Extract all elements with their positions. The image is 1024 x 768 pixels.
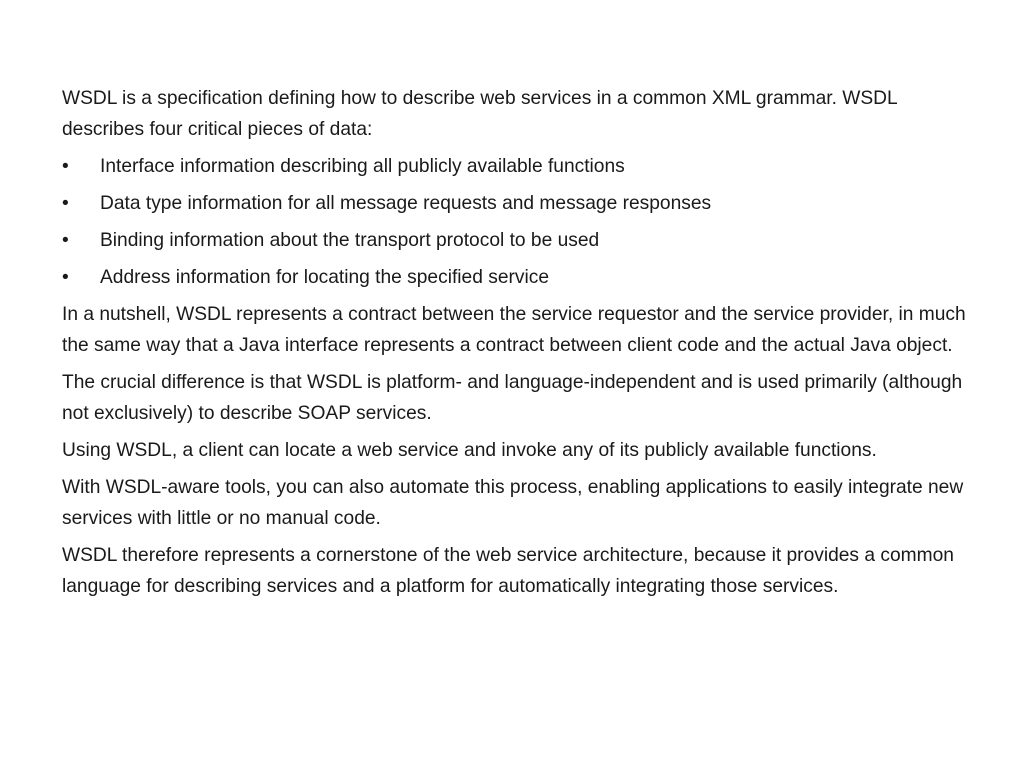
- bullet-dot-icon: •: [62, 156, 69, 177]
- slide-body: [62, 83, 967, 608]
- bullet-item-binding: [62, 225, 967, 256]
- bullet-dot-icon: •: [62, 267, 69, 288]
- bullet-dot-icon: •: [62, 230, 69, 251]
- paragraph-nutshell: In a nutshell, WSDL represents a contract between the service requestor and the service provider, in much the same way that a Java interface represents a contract between client code and the actual Java object.: [62, 304, 966, 356]
- bullet-list: [62, 151, 967, 293]
- bullet-text: Data type information for all message requests and message responses: [100, 193, 712, 214]
- bullet-item-address: [62, 262, 967, 293]
- bullet-text: Binding information about the transport protocol to be used: [100, 230, 600, 251]
- intro-paragraph: WSDL is a specification defining how to describe web services in a common XML grammar. WSDL describes four critical pieces of data:: [62, 88, 897, 140]
- bullet-dot-icon: •: [62, 193, 69, 214]
- paragraph-using-wsdl: Using WSDL, a client can locate a web service and invoke any of its publicly available functions.: [62, 440, 877, 461]
- paragraph-wsdl-aware-tools: With WSDL-aware tools, you can also automate this process, enabling applications to easily integrate new services with little or no manual code.: [62, 477, 964, 529]
- bullet-text: Interface information describing all publicly available functions: [100, 156, 625, 177]
- bullet-item-data-type: [62, 188, 967, 219]
- paragraph-cornerstone: WSDL therefore represents a cornerstone of the web service architecture, because it provides a common language for describing services and a platform for automatically integrating those services.: [62, 545, 954, 597]
- bullet-item-interface: [62, 151, 967, 182]
- paragraph-crucial-difference: The crucial difference is that WSDL is platform- and language-independent and is used primarily (although not exclusively) to describe SOAP services.: [62, 372, 963, 424]
- bullet-text: Address information for locating the specified service: [100, 267, 549, 288]
